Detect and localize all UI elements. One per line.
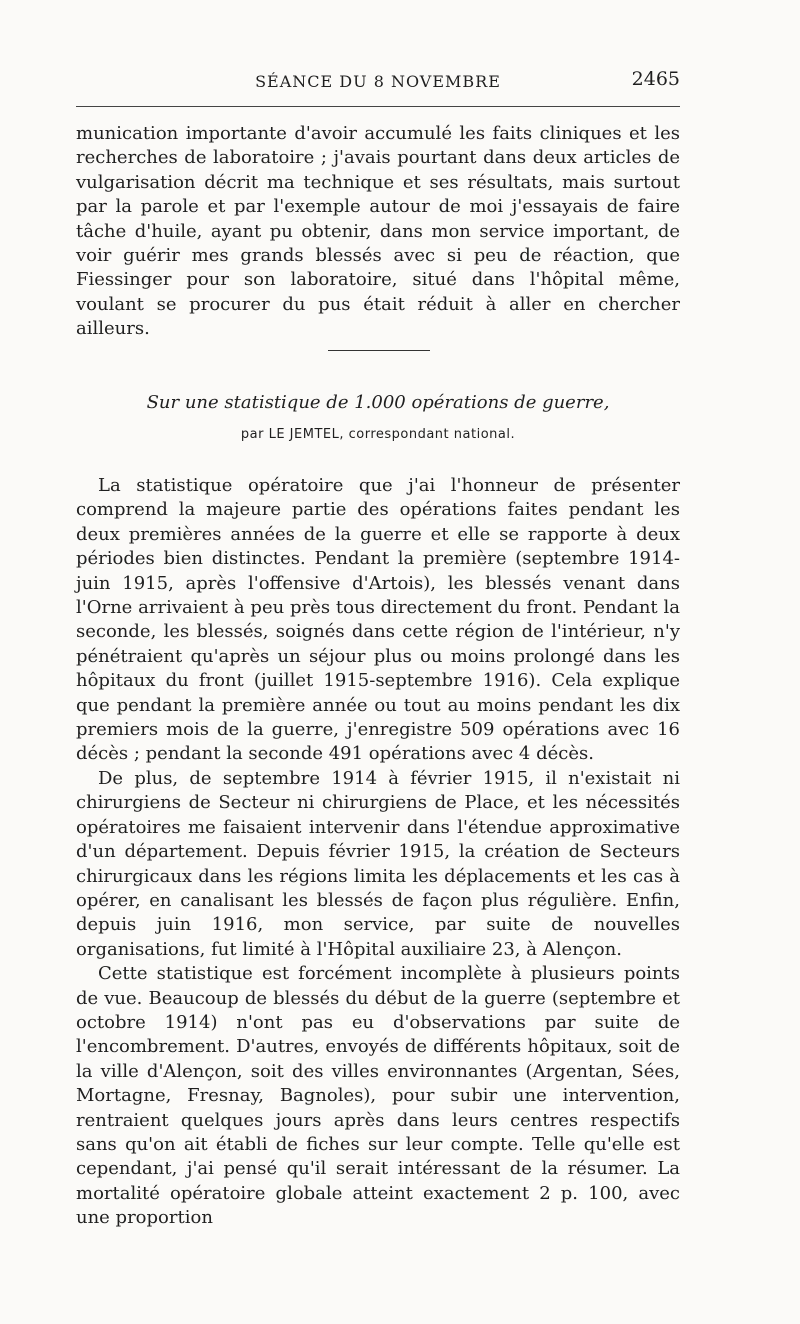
- header-rule: [76, 106, 680, 107]
- body-paragraph: De plus, de septembre 1914 à février 1915, il n'existait ni chirurgiens de Secteur ni chirurgiens de Place, et les nécessités opératoires me faisaient intervenir dans l'étendue approximative d'un département. Depuis février 1915, la création de Secteurs chirurgicaux dans les régions limita les déplacements et les cas à opérer, en canalisant les blessés de façon plus régulière. Enfin, depuis juin 1916, mon service, par suite de nouvelles organisations, fut limité à l'Hôpital auxiliaire 23, à Alençon.: [76, 767, 680, 960]
- article-byline: par LE JEMTEL, correspondant national.: [240, 427, 516, 442]
- running-head: [76, 64, 680, 96]
- intro-paragraph: munication importante d'avoir accumulé les faits cliniques et les recherches de laboratoire ; j'avais pourtant dans deux articles de vulgarisation décrit ma technique et ses résultats, mais surtout par la parole et par l'exemple autour de moi j'essayais de faire tâche d'huile, ayant pu obtenir, dans mon service important, de voir guérir mes grands blessés avec si peu de réaction, que Fiessinger pour son laboratoire, situé dans l'hôpital même, voulant se procurer du pus était réduit à aller en chercher ailleurs.: [76, 123, 680, 340]
- body-paragraph: La statistique opératoire que j'ai l'honneur de présenter comprend la majeure partie des opérations faites pendant les deux premières années de la guerre et elle se rapporte à deux périodes bien distinctes. Pendant la première (septembre 1914-juin 1915, après l'offensive d'Artois), les blessés venant dans l'Orne arrivaient à peu près tous directement du front. Pendant la seconde, les blessés, soignés dans cette région de l'intérieur, n'y pénétraient qu'après un séjour plus ou moins prolongé dans les hôpitaux du front (juillet 1915-septembre 1916). Cela explique que pendant la première année ou tout au moins pendant les dix premiers mois de la guerre, j'enregistre 509 opérations avec 16 décès ; pendant la seconde 491 opérations avec 4 décès.: [76, 475, 680, 765]
- running-title: SÉANCE DU 8 NOVEMBRE: [255, 72, 501, 91]
- body-paragraph: Cette statistique est forcément incomplète à plusieurs points de vue. Beaucoup de blessés du début de la guerre (septembre et octobre 1914) n'ont pas eu d'observations par suite de l'encombrement. D'autres, envoyés de différents hôpitaux, soit de la ville d'Alençon, soit des villes environnantes (Argentan, Sées, Mortagne, Fresnay, Bagnoles), pour subir une intervention, rentraient quelques jours après dans leurs centres respectifs sans qu'on ait établi de fiches sur leur compte. Telle qu'elle est cependant, j'ai pensé qu'il serait intéressant de la résumer. La mortalité opératoire globale atteint exactement 2 p. 100, avec une proportion: [76, 963, 680, 1229]
- section-divider: [328, 350, 430, 351]
- page-number: 2465: [631, 68, 680, 90]
- article-title: Sur une statistique de 1.000 opérations de guerre,: [146, 392, 610, 413]
- article-body: [76, 474, 680, 1231]
- intro-text-block: [76, 122, 680, 342]
